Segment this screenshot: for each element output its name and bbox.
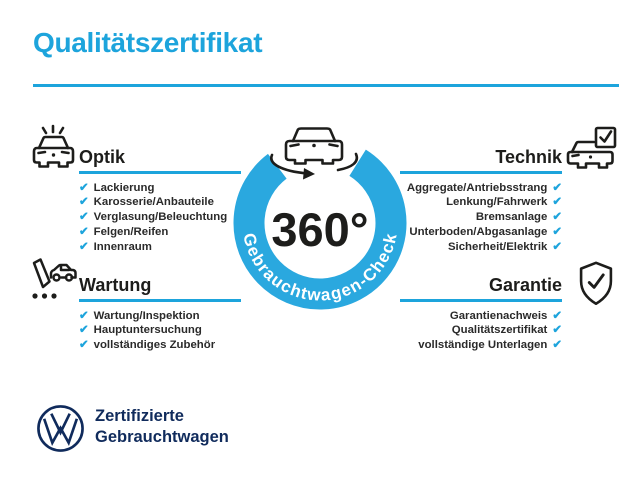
check-icon: ✔ bbox=[79, 339, 89, 352]
section-technik-title: Technik bbox=[495, 147, 562, 167]
check-icon: ✔ bbox=[552, 309, 562, 322]
section-wartung-title: Wartung bbox=[79, 275, 152, 295]
page-title: Qualitätszertifikat bbox=[33, 27, 263, 58]
check-icon: ✔ bbox=[79, 225, 89, 238]
list-item: ✔ vollständiges Zubehör bbox=[79, 339, 216, 352]
section-optik bbox=[79, 147, 241, 254]
section-wartung-divider bbox=[79, 299, 241, 302]
list-item: Aggregate/Antriebsstrang ✔ bbox=[406, 181, 562, 194]
brand-line2: Gebrauchtwagen bbox=[95, 427, 229, 446]
section-optik-title: Optik bbox=[79, 147, 126, 167]
check-icon: ✔ bbox=[79, 196, 89, 209]
title-divider bbox=[33, 84, 619, 87]
check-icon: ✔ bbox=[552, 240, 562, 253]
check-icon: ✔ bbox=[79, 240, 89, 253]
list-item: Sicherheit/Elektrik ✔ bbox=[447, 240, 562, 253]
list-item: ✔ Hauptuntersuchung bbox=[79, 324, 202, 337]
section-optik-list bbox=[79, 181, 241, 255]
section-garantie bbox=[400, 275, 562, 353]
list-item: vollständige Unterlagen ✔ bbox=[418, 339, 562, 352]
check-icon: ✔ bbox=[79, 309, 89, 322]
check-icon: ✔ bbox=[552, 181, 562, 194]
ring-label: Gebrauchtwagen-Check bbox=[239, 231, 401, 305]
360-check-badge bbox=[225, 110, 415, 322]
pencil-car-icon bbox=[25, 256, 79, 310]
section-optik-divider bbox=[79, 171, 241, 174]
section-garantie-divider bbox=[400, 299, 562, 302]
list-item: ✔ Lackierung bbox=[79, 181, 155, 194]
list-item: Garantienachweis ✔ bbox=[449, 309, 562, 322]
brand-line1: Zertifizierte bbox=[95, 407, 184, 425]
vw-logo bbox=[36, 404, 85, 453]
list-item: ✔ Innenraum bbox=[79, 240, 152, 253]
shield-check-icon bbox=[571, 259, 621, 309]
list-item: ✔ Verglasung/Beleuchtung bbox=[79, 211, 228, 224]
list-item: ✔ Felgen/Reifen bbox=[79, 225, 169, 238]
section-garantie-list bbox=[400, 309, 562, 353]
check-icon: ✔ bbox=[79, 181, 89, 194]
car-shine-icon bbox=[25, 123, 79, 177]
check-icon: ✔ bbox=[552, 225, 562, 238]
car-checkbox-icon bbox=[565, 123, 621, 179]
section-technik bbox=[400, 147, 562, 254]
section-technik-divider bbox=[400, 171, 562, 174]
list-item: Bremsanlage ✔ bbox=[475, 211, 562, 224]
list-item: Qualitätszertifikat ✔ bbox=[451, 324, 562, 337]
check-icon: ✔ bbox=[552, 211, 562, 224]
car-rotation-icon bbox=[271, 129, 357, 180]
check-icon: ✔ bbox=[79, 324, 89, 337]
section-technik-list bbox=[400, 181, 562, 255]
check-icon: ✔ bbox=[552, 196, 562, 209]
section-garantie-title: Garantie bbox=[488, 275, 562, 295]
degree-label: 360° bbox=[271, 203, 369, 256]
check-icon: ✔ bbox=[552, 324, 562, 337]
list-item: Unterboden/Abgasanlage ✔ bbox=[409, 225, 562, 238]
check-icon: ✔ bbox=[552, 339, 562, 352]
list-item: ✔ Karosserie/Anbauteile bbox=[79, 196, 214, 209]
brand-lockup bbox=[95, 406, 229, 447]
section-wartung bbox=[79, 275, 241, 353]
list-item: ✔ Wartung/Inspektion bbox=[79, 309, 200, 322]
section-wartung-list bbox=[79, 309, 241, 353]
check-icon: ✔ bbox=[79, 211, 89, 224]
list-item: Lenkung/Fahrwerk ✔ bbox=[446, 196, 562, 209]
